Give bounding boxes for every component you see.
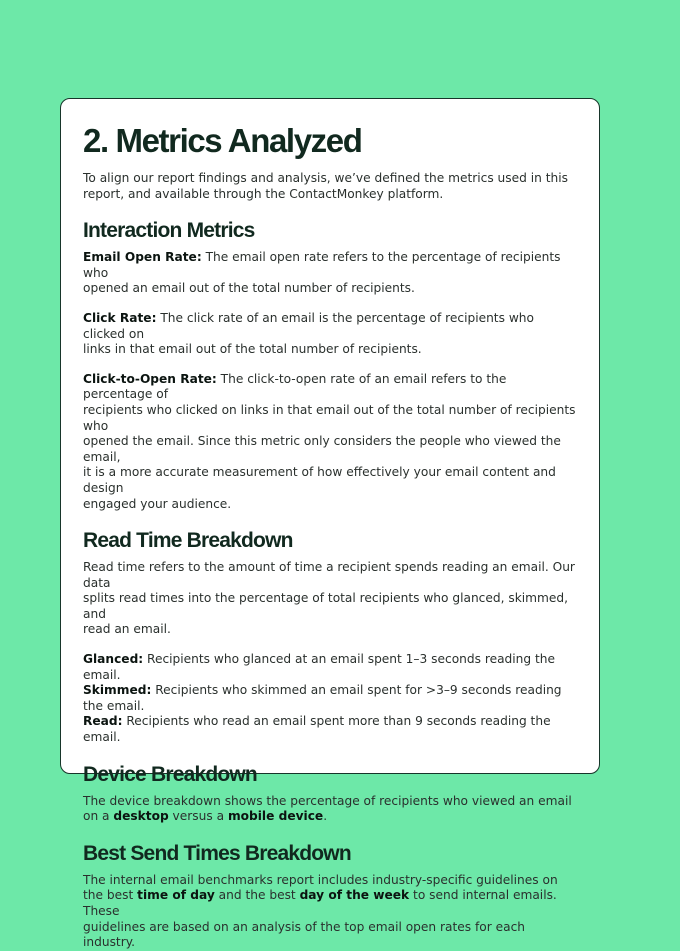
cto-rate-definition	[83, 372, 577, 512]
intro-paragraph	[83, 171, 577, 202]
click-rate-text: The click rate of an email is the percentage of recipients who clicked on	[83, 310, 534, 341]
desktop-term: desktop	[113, 809, 169, 824]
section-heading-send-times: Best Send Times Breakdown	[83, 841, 351, 865]
section-heading-interaction: Interaction Metrics	[83, 219, 255, 243]
skimmed-definition	[83, 683, 577, 714]
open-rate-line: opened an email out of the total number of recipients.	[83, 281, 415, 296]
read-time-line: read an email.	[83, 622, 171, 637]
skimmed-text: Recipients who skimmed an email spent for >3–9 seconds reading the email.	[83, 683, 562, 713]
send-times-text: the best	[83, 888, 138, 903]
section-heading-device: Device Breakdown	[83, 762, 257, 786]
device-description	[83, 794, 577, 825]
cto-rate-text: The click-to-open rate of an email refers to the percentage of	[83, 371, 507, 402]
page-title: 2. Metrics Analyzed	[83, 122, 362, 159]
read-time-description	[83, 560, 577, 638]
cto-rate-term: Click-to-Open Rate:	[83, 371, 217, 386]
cto-rate-line: opened the email. Since this metric only considers the people who viewed the email,	[83, 434, 561, 464]
send-times-text: to send internal emails. These	[83, 888, 557, 918]
intro-line: To align our report findings and analysis, we’ve defined the metrics used in this	[83, 171, 568, 185]
glanced-term: Glanced:	[83, 652, 144, 667]
send-times-text: and the best	[214, 888, 300, 903]
read-time-line: splits read times into the percentage of total recipients who glanced, skimmed, and	[83, 591, 568, 621]
open-rate-text: The email open rate refers to the percentage of recipients who	[83, 250, 561, 280]
click-rate-definition	[83, 311, 577, 358]
send-times-description	[83, 873, 577, 951]
cto-rate-line: it is a more accurate measurement of how effectively your email content and design	[83, 465, 556, 495]
click-rate-line: links in that email out of the total number of recipients.	[83, 342, 422, 357]
open-rate-line	[83, 250, 577, 281]
report-page-card	[60, 98, 600, 950]
device-line	[83, 809, 577, 825]
cto-rate-line: engaged your audience.	[83, 496, 232, 511]
read-text: Recipients who read an email spent more than 9 seconds reading the email.	[83, 714, 551, 745]
send-times-line	[83, 888, 577, 919]
cto-rate-line	[83, 372, 577, 403]
mobile-device-term: mobile device	[227, 809, 324, 824]
device-text: versus a	[168, 809, 228, 824]
section-heading-read-time: Read Time Breakdown	[83, 529, 293, 553]
read-time-line: Read time refers to the amount of time a recipient spends reading an email. Our data	[83, 560, 575, 590]
click-rate-term: Click Rate:	[83, 310, 157, 325]
device-text: on a	[83, 809, 114, 824]
read-definition	[83, 714, 577, 745]
glanced-text: Recipients who glanced at an email spent 1–3 seconds reading the email.	[83, 652, 556, 682]
glanced-definition	[83, 652, 577, 683]
time-of-day-term: time of day	[137, 888, 215, 903]
click-rate-line	[83, 311, 577, 342]
send-times-line: guidelines are based on an analysis of the top email open rates for each industry.	[83, 919, 526, 950]
intro-line: report, and available through the ContactMonkey platform.	[83, 186, 444, 201]
open-rate-term: Email Open Rate:	[83, 250, 202, 265]
open-rate-definition	[83, 250, 577, 297]
day-of-week-term: day of the week	[299, 888, 410, 903]
device-text: .	[323, 809, 328, 824]
device-line: The device breakdown shows the percentage of recipients who viewed an email	[83, 793, 572, 808]
cto-rate-line: recipients who clicked on links in that email out of the total number of recipients who	[83, 402, 576, 433]
read-time-categories	[83, 652, 577, 746]
read-term: Read:	[83, 714, 123, 729]
send-times-line: The internal email benchmarks report includes industry-specific guidelines on	[83, 872, 558, 887]
skimmed-term: Skimmed:	[83, 683, 152, 698]
